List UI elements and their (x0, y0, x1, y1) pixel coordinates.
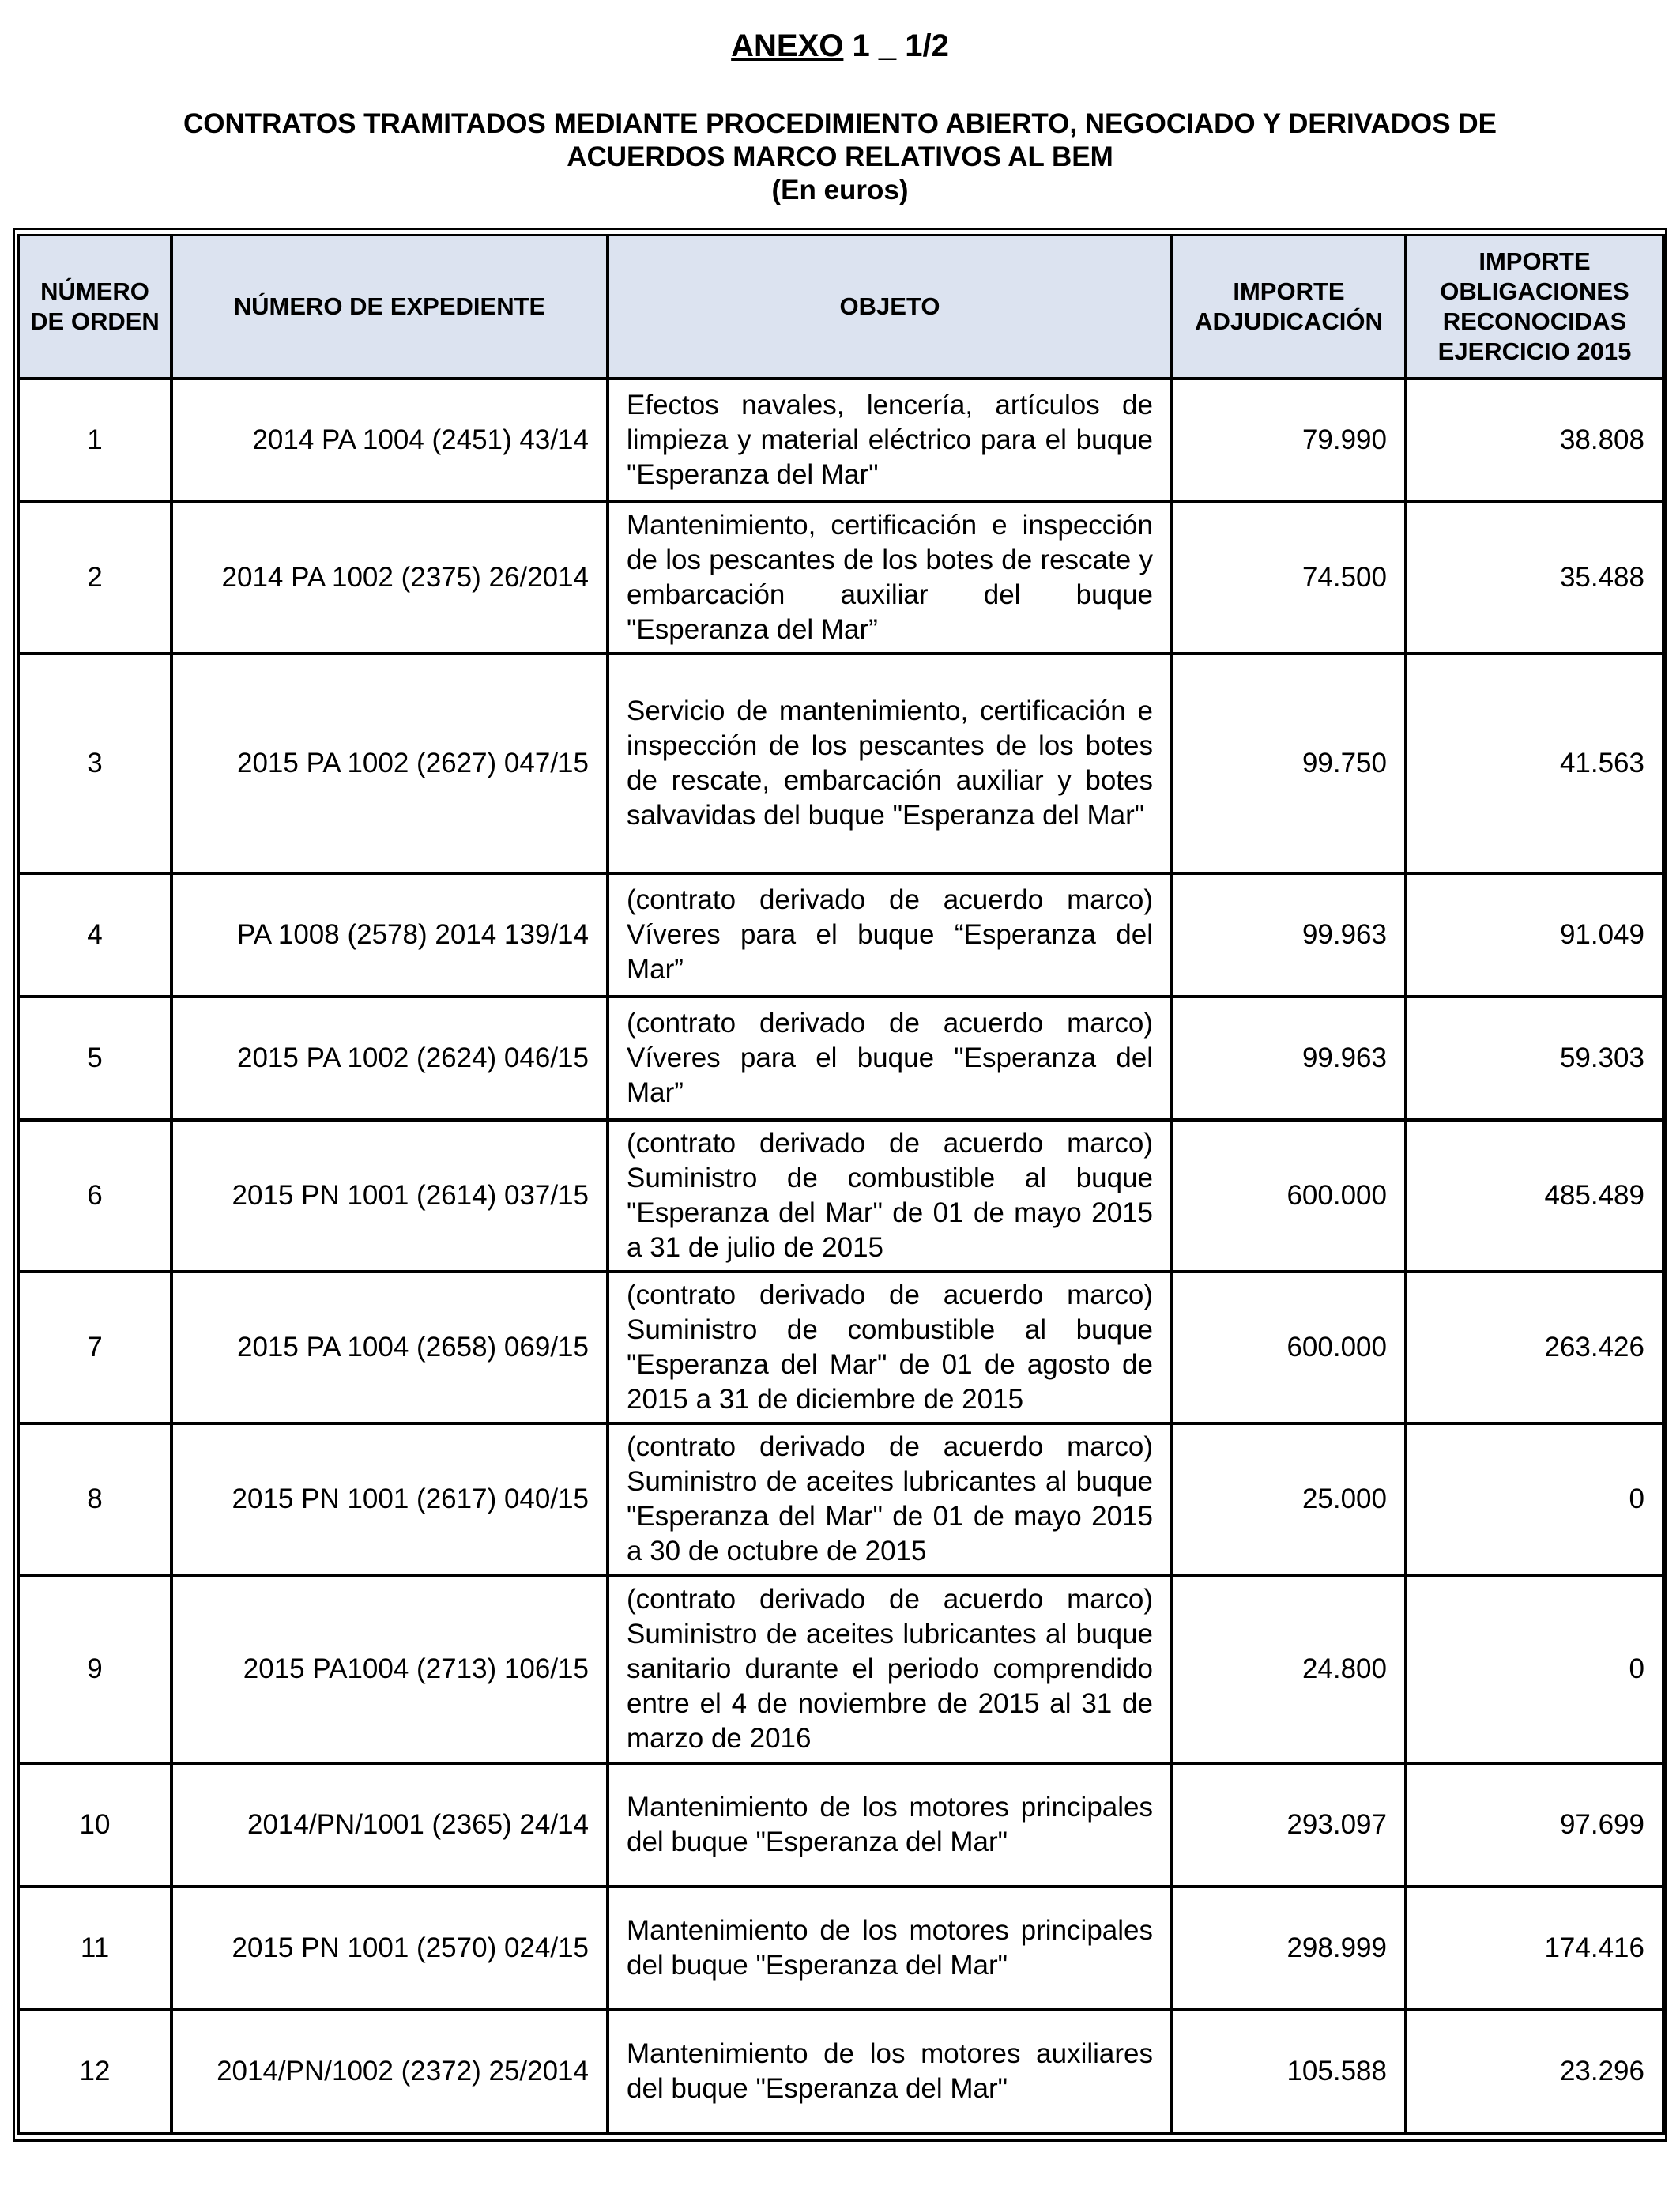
cell-importe-obligaciones: 485.489 (1407, 1122, 1665, 1273)
table-row (20, 1765, 1665, 1888)
annex-title (0, 27, 1680, 65)
cell-objeto: (contrato derivado de acuerdo marco) Suministro de aceites lubricantes al buque sanitario durante el periodo comprendido entre el 4 de noviembre de 2015 al 31 de marzo de 2016 (609, 1577, 1173, 1765)
table-row (20, 503, 1665, 655)
cell-importe-obligaciones: 38.808 (1407, 380, 1665, 503)
cell-importe-obligaciones: 35.488 (1407, 503, 1665, 655)
document-heading (0, 107, 1680, 207)
cell-objeto: Servicio de mantenimiento, certificación e inspección de los pescantes de los botes de rescate, embarcación auxiliar y botes salvavidas del buque "Esperanza del Mar" (609, 655, 1173, 875)
cell-objeto: (contrato derivado de acuerdo marco) Suministro de combustible al buque "Esperanza del Mar" de 01 de agosto de 2015 a 31 de diciembre de 2015 (609, 1273, 1173, 1425)
cell-objeto: (contrato derivado de acuerdo marco) Suministro de combustible al buque "Esperanza del Mar" de 01 de mayo 2015 a 31 de julio de 2015 (609, 1122, 1173, 1273)
cell-importe-adjudicacion: 99.963 (1173, 998, 1407, 1122)
cell-numero-orden: 8 (20, 1425, 173, 1577)
annex-number: 1 _ 1/2 (843, 28, 949, 63)
cell-importe-obligaciones: 41.563 (1407, 655, 1665, 875)
cell-numero-orden: 7 (20, 1273, 173, 1425)
cell-expediente: 2015 PN 1001 (2614) 037/15 (173, 1122, 609, 1273)
cell-expediente: 2014 PA 1004 (2451) 43/14 (173, 380, 609, 503)
cell-importe-obligaciones: 0 (1407, 1577, 1665, 1765)
cell-numero-orden: 1 (20, 380, 173, 503)
cell-expediente: 2015 PA 1002 (2624) 046/15 (173, 998, 609, 1122)
cell-numero-orden: 6 (20, 1122, 173, 1273)
cell-importe-adjudicacion: 24.800 (1173, 1577, 1407, 1765)
annex-word: ANEXO (731, 28, 844, 63)
cell-objeto: Mantenimiento, certificación e inspección de los pescantes de los botes de rescate y embarcación auxiliar del buque "Esperanza del Mar” (609, 503, 1173, 655)
cell-importe-adjudicacion: 79.990 (1173, 380, 1407, 503)
cell-importe-adjudicacion: 99.963 (1173, 875, 1407, 998)
cell-importe-adjudicacion: 298.999 (1173, 1888, 1407, 2011)
cell-numero-orden: 3 (20, 655, 173, 875)
header-objeto: OBJETO (609, 236, 1173, 380)
heading-line-2: ACUERDOS MARCO RELATIVOS AL BEM (567, 141, 1113, 172)
cell-importe-obligaciones: 59.303 (1407, 998, 1665, 1122)
cell-importe-obligaciones: 174.416 (1407, 1888, 1665, 2011)
table-row (20, 875, 1665, 998)
cell-expediente: 2015 PN 1001 (2570) 024/15 (173, 1888, 609, 2011)
cell-numero-orden: 5 (20, 998, 173, 1122)
cell-expediente: PA 1008 (2578) 2014 139/14 (173, 875, 609, 998)
table-row (20, 1425, 1665, 1577)
contracts-table (17, 234, 1665, 2135)
cell-expediente: 2015 PN 1001 (2617) 040/15 (173, 1425, 609, 1577)
cell-importe-adjudicacion: 25.000 (1173, 1425, 1407, 1577)
table-header-row (20, 236, 1665, 380)
header-importe-obligaciones: IMPORTE OBLIGACIONES RECONOCIDAS EJERCICIO 2015 (1407, 236, 1665, 380)
table-row (20, 998, 1665, 1122)
cell-numero-orden: 12 (20, 2011, 173, 2135)
cell-importe-adjudicacion: 600.000 (1173, 1273, 1407, 1425)
cell-expediente: 2015 PA 1004 (2658) 069/15 (173, 1273, 609, 1425)
table-row (20, 655, 1665, 875)
cell-importe-adjudicacion: 74.500 (1173, 503, 1407, 655)
cell-objeto: (contrato derivado de acuerdo marco) Víveres para el buque “Esperanza del Mar” (609, 875, 1173, 998)
cell-objeto: Efectos navales, lencería, artículos de limpieza y material eléctrico para el buque "Esperanza del Mar" (609, 380, 1173, 503)
cell-importe-obligaciones: 263.426 (1407, 1273, 1665, 1425)
cell-expediente: 2014 PA 1002 (2375) 26/2014 (173, 503, 609, 655)
cell-importe-adjudicacion: 600.000 (1173, 1122, 1407, 1273)
cell-numero-orden: 2 (20, 503, 173, 655)
cell-expediente: 2015 PA1004 (2713) 106/15 (173, 1577, 609, 1765)
cell-objeto: (contrato derivado de acuerdo marco) Suministro de aceites lubricantes al buque "Esperanza del Mar" de 01 de mayo 2015 a 30 de octubre de 2015 (609, 1425, 1173, 1577)
table-row (20, 380, 1665, 503)
cell-objeto: (contrato derivado de acuerdo marco) Víveres para el buque "Esperanza del Mar” (609, 998, 1173, 1122)
cell-numero-orden: 11 (20, 1888, 173, 2011)
cell-objeto: Mantenimiento de los motores principales del buque "Esperanza del Mar" (609, 1888, 1173, 2011)
cell-importe-obligaciones: 91.049 (1407, 875, 1665, 998)
table-row (20, 1122, 1665, 1273)
cell-expediente: 2014/PN/1002 (2372) 25/2014 (173, 2011, 609, 2135)
cell-importe-obligaciones: 23.296 (1407, 2011, 1665, 2135)
cell-objeto: Mantenimiento de los motores principales del buque "Esperanza del Mar" (609, 1765, 1173, 1888)
heading-line-1: CONTRATOS TRAMITADOS MEDIANTE PROCEDIMIENTO ABIERTO, NEGOCIADO Y DERIVADOS DE (183, 108, 1497, 139)
header-numero-expediente: NÚMERO DE EXPEDIENTE (173, 236, 609, 380)
table-row (20, 1888, 1665, 2011)
cell-numero-orden: 9 (20, 1577, 173, 1765)
header-numero-orden: NÚMERO DE ORDEN (20, 236, 173, 380)
cell-importe-obligaciones: 97.699 (1407, 1765, 1665, 1888)
cell-importe-adjudicacion: 99.750 (1173, 655, 1407, 875)
table-row (20, 1273, 1665, 1425)
heading-line-3: (En euros) (771, 175, 909, 205)
table-row (20, 2011, 1665, 2135)
cell-importe-adjudicacion: 105.588 (1173, 2011, 1407, 2135)
table-row (20, 1577, 1665, 1765)
cell-importe-adjudicacion: 293.097 (1173, 1765, 1407, 1888)
cell-importe-obligaciones: 0 (1407, 1425, 1665, 1577)
cell-expediente: 2015 PA 1002 (2627) 047/15 (173, 655, 609, 875)
cell-objeto: Mantenimiento de los motores auxiliares del buque "Esperanza del Mar" (609, 2011, 1173, 2135)
cell-expediente: 2014/PN/1001 (2365) 24/14 (173, 1765, 609, 1888)
cell-numero-orden: 10 (20, 1765, 173, 1888)
header-importe-adjudicacion: IMPORTE ADJUDICACIÓN (1173, 236, 1407, 380)
cell-numero-orden: 4 (20, 875, 173, 998)
